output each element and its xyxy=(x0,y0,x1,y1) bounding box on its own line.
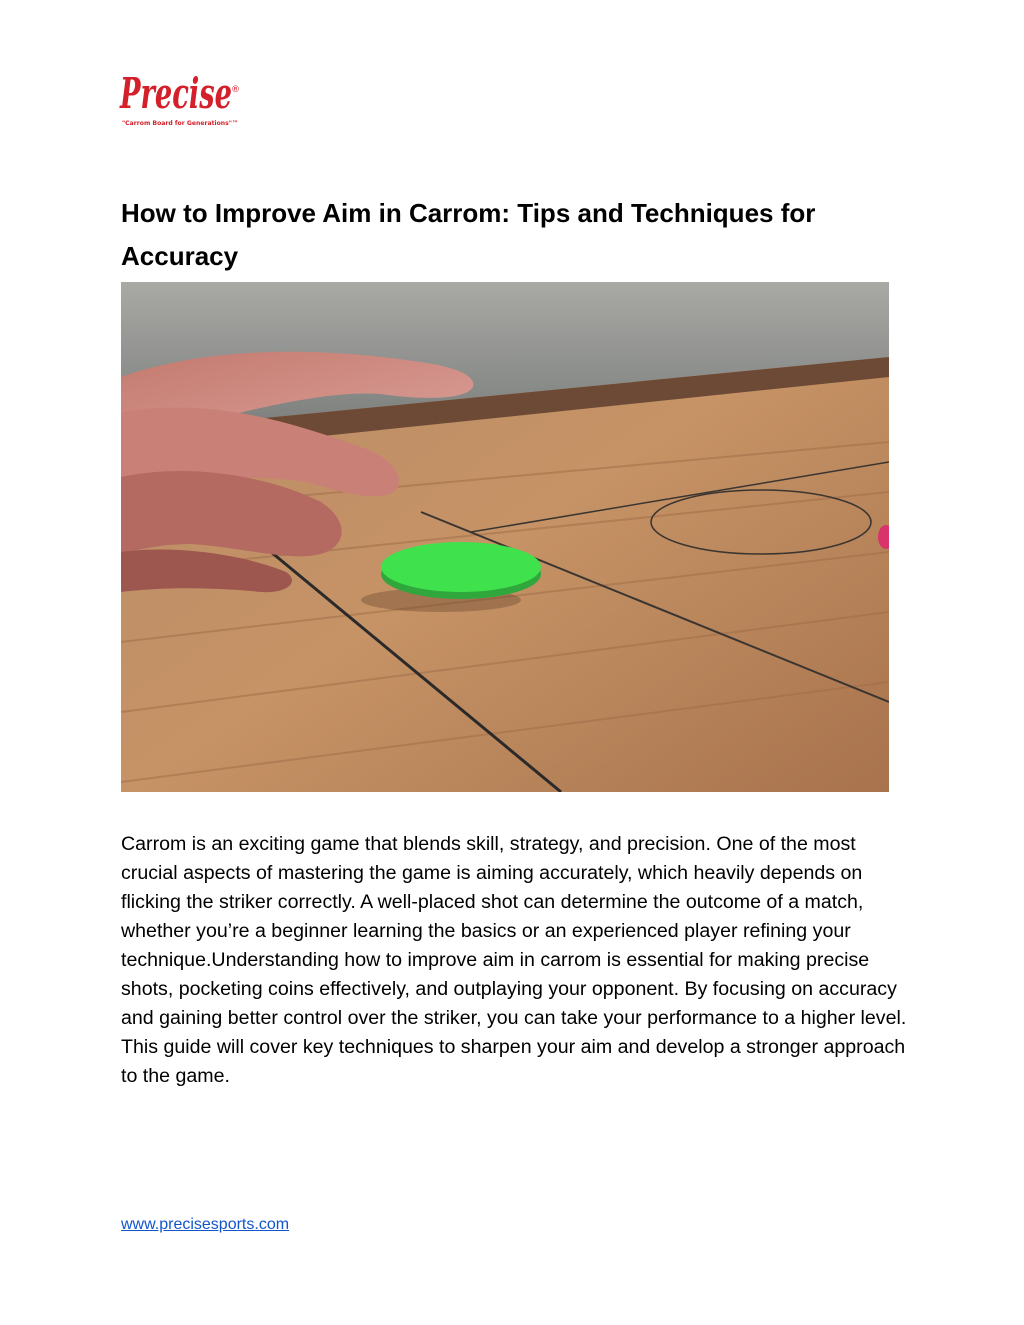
logo-registered-mark: ® xyxy=(231,85,240,95)
article-title: How to Improve Aim in Carrom: Tips and Techniques for Accuracy xyxy=(121,198,816,271)
brand-logo xyxy=(118,58,248,130)
logo-wordmark: Precise xyxy=(119,69,232,118)
website-link[interactable]: www.precisesports.com xyxy=(121,1216,290,1233)
logo-tagline: "Carrom Board for Generations"™ xyxy=(122,120,238,127)
article-body: Carrom is an exciting game that blends skill, strategy, and precision. One of the most crucial aspects of mastering the game is aiming accurately, which heavily depends on flicking the striker correctly. A well-placed shot can determine the outcome of a match, whether you’re a beginner learning the basics or an experienced player refining your technique.Understanding how to improve aim in carrom is essential for making precise shots, pocketing coins effectively, and outplaying your opponent. By focusing on accuracy and gaining better control over the striker, you can take your performance to a higher level. This guide will cover key techniques to sharpen your aim and develop a stronger approach to the game. xyxy=(121,833,907,1087)
article-photo xyxy=(121,282,889,792)
